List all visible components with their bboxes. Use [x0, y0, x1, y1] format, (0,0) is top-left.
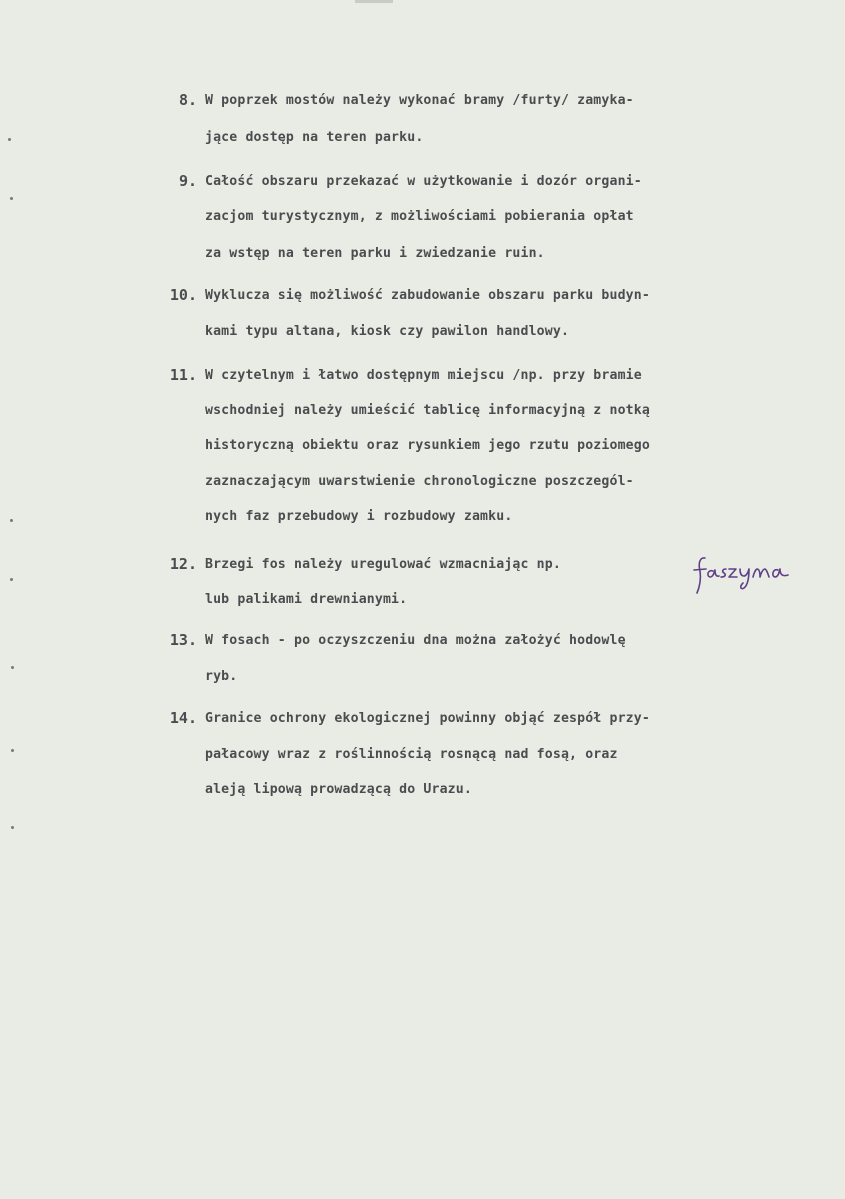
item-text-line: historyczną obiektu oraz rysunkiem jego rzutu poziomego — [205, 438, 650, 453]
margin-mark — [10, 197, 13, 200]
margin-mark — [11, 826, 14, 829]
item-text-line: jące dostęp na teren parku. — [205, 130, 424, 145]
item-text-line: zacjom turystycznym, z możliwościami pobierania opłat — [205, 209, 634, 224]
item-text-line: pałacowy wraz z roślinnością rosnącą nad fosą, oraz — [205, 747, 618, 762]
item-text-line: kami typu altana, kiosk czy pawilon handlowy. — [205, 324, 570, 339]
margin-mark — [11, 749, 14, 752]
margin-mark — [11, 666, 14, 669]
margin-mark — [10, 578, 13, 581]
handwritten-annotation — [693, 555, 791, 595]
item-text-line: W poprzek mostów należy wykonać bramy /furty/ zamyka- — [205, 93, 634, 108]
item-text-line: zaznaczającym uwarstwienie chronologiczne poszczegól- — [205, 474, 634, 489]
item-text-line: nych faz przebudowy i rozbudowy zamku. — [205, 509, 513, 524]
item-number: 13. — [169, 631, 197, 649]
item-number: 9. — [178, 172, 197, 190]
item-text-line: aleją lipową prowadzącą do Urazu. — [205, 782, 472, 797]
item-text-line: Wyklucza się możliwość zabudowanie obszaru parku budyn- — [205, 288, 650, 303]
item-number: 10. — [169, 286, 197, 304]
item-text-line: Granice ochrony ekologicznej powinny objąć zespół przy- — [205, 711, 650, 726]
item-number: 12. — [169, 555, 197, 573]
item-text-line: W czytelnym i łatwo dostępnym miejscu /np. przy bramie — [205, 368, 642, 383]
item-text-line: W fosach - po oczyszczeniu dna można założyć hodowlę — [205, 633, 626, 648]
item-text-line: Brzegi fos należy uregulować wzmacniając np. — [205, 557, 561, 572]
margin-mark — [8, 138, 11, 141]
page-edge-mark — [355, 0, 393, 3]
item-number: 8. — [178, 91, 197, 109]
item-number: 14. — [169, 709, 197, 727]
item-number: 11. — [169, 366, 197, 384]
margin-mark — [10, 519, 13, 522]
item-text-line: ryb. — [205, 669, 238, 684]
item-text-line: za wstęp na teren parku i zwiedzanie ruin. — [205, 246, 545, 261]
item-text-line: wschodniej należy umieścić tablicę informacyjną z notką — [205, 403, 650, 418]
item-text-line: Całość obszaru przekazać w użytkowanie i dozór organi- — [205, 174, 642, 189]
item-text-line: lub palikami drewnianymi. — [205, 592, 408, 607]
